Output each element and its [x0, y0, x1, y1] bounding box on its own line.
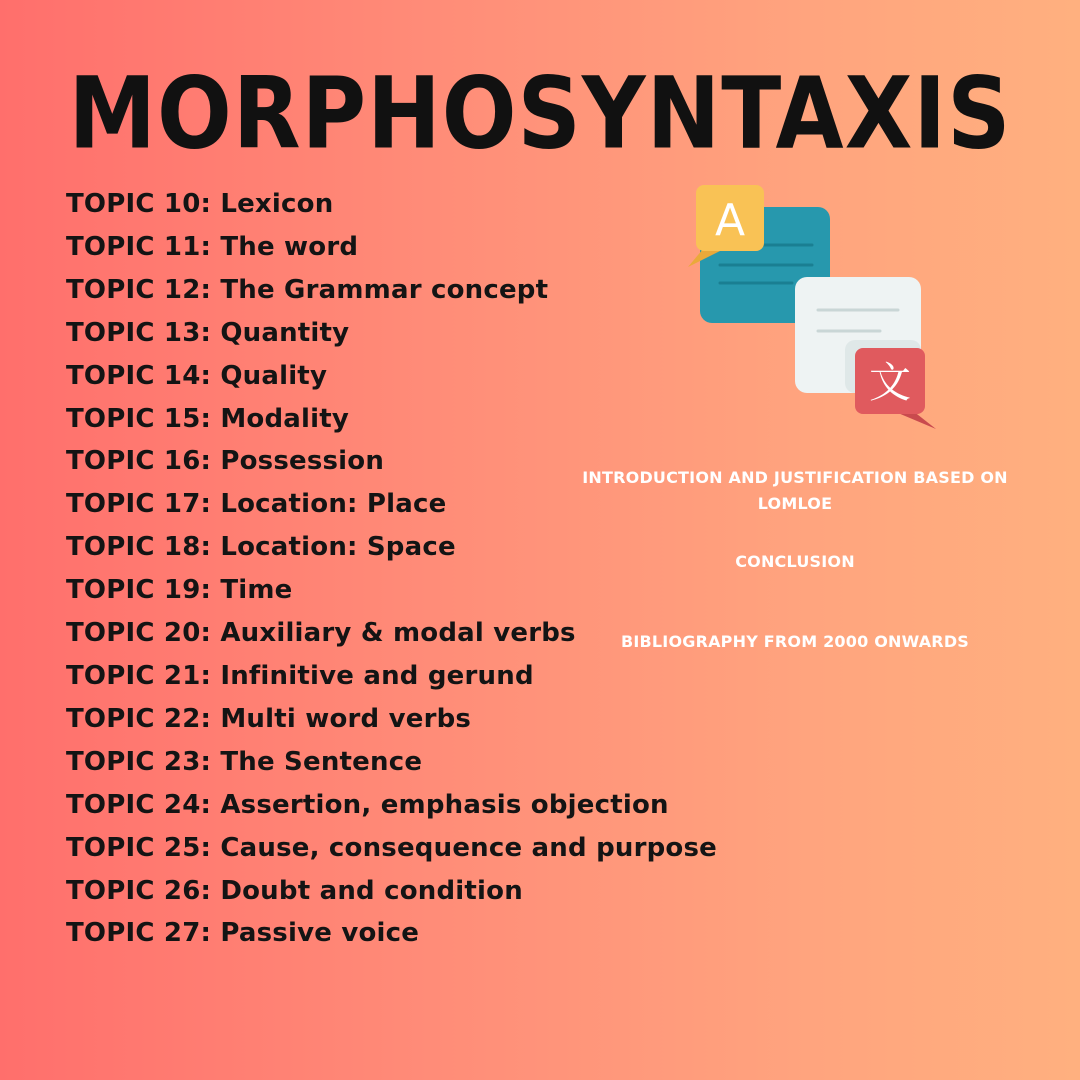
topic-item: TOPIC 16: Possession — [66, 446, 385, 477]
topic-item: TOPIC 24: Assertion, emphasis objection — [66, 789, 669, 820]
topic-item: TOPIC 11: The word — [66, 231, 359, 262]
intro-line-1: INTRODUCTION AND JUSTIFICATION BASED ON — [582, 468, 1008, 487]
topic-item: TOPIC 15: Modality — [66, 403, 350, 434]
topic-item: TOPIC 26: Doubt and condition — [66, 875, 523, 906]
topic-item: TOPIC 10: Lexicon — [66, 189, 334, 219]
translate-glyph: 文 — [868, 358, 912, 407]
topic-item: TOPIC 21: Infinitive and gerund — [66, 660, 534, 691]
topic-item: TOPIC 13: Quantity — [66, 317, 350, 348]
topic-item: TOPIC 18: Location: Space — [66, 532, 456, 563]
intro-line-2: LOMLOE — [757, 494, 833, 513]
topic-item: TOPIC 19: Time — [66, 575, 293, 606]
topic-item: TOPIC 25: Cause, consequence and purpose — [66, 832, 718, 863]
topic-item: TOPIC 14: Quality — [66, 360, 328, 391]
topic-item: TOPIC 27: Passive voice — [66, 918, 420, 949]
topic-item: TOPIC 23: The Sentence — [66, 746, 423, 777]
conclusion-note: CONCLUSION — [735, 552, 855, 571]
page-title: MORPHOSYNTAXIS — [68, 55, 1012, 172]
topic-item: TOPIC 22: Multi word verbs — [66, 703, 472, 734]
topic-item: TOPIC 12: The Grammar concept — [66, 274, 549, 305]
translate-icon — [680, 185, 940, 435]
letter-a: A — [714, 195, 746, 246]
intro-note — [575, 465, 1015, 517]
topic-item: TOPIC 20: Auxiliary & modal verbs — [66, 618, 576, 649]
topic-item: TOPIC 17: Location: Place — [66, 489, 447, 520]
bibliography-note: BIBLIOGRAPHY FROM 2000 ONWARDS — [620, 632, 970, 651]
